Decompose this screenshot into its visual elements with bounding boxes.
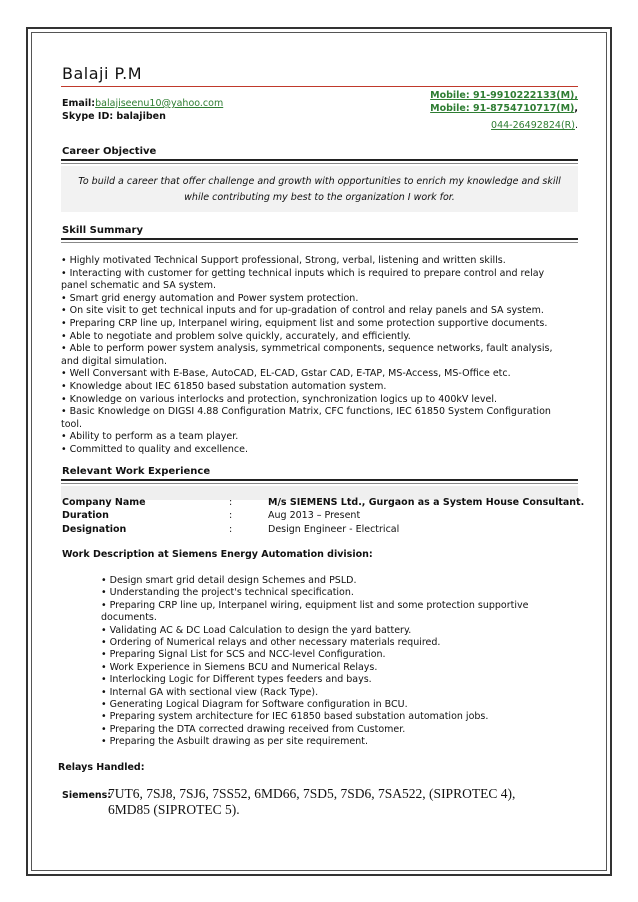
work-item: • Validating AC & DC Load Calculation to design the yard battery.	[101, 624, 412, 636]
section-rule	[61, 479, 578, 481]
work-item: • Understanding the project's technical specification.	[101, 587, 354, 599]
designation-value: Design Engineer - Electrical	[268, 524, 400, 535]
objective-line-2: while contributing my best to the organization I work for.	[184, 192, 455, 203]
skill-item: • Basic Knowledge on DIGSI 4.88 Configuration Matrix, CFC functions, IEC 61850 System Configuration tool.	[61, 406, 551, 430]
email-line	[62, 98, 223, 109]
objective-text	[61, 174, 578, 206]
duration-value: Aug 2013 – Present	[268, 510, 361, 521]
skill-item: • On site visit to get technical inputs and for up-gradation of control and relay panels and SA system.	[61, 305, 544, 317]
skill-item: • Able to perform power system analysis, symmetrical components, sequence networks, fault analysis, and digital simulation.	[61, 343, 553, 367]
email-label: Email:	[62, 98, 96, 109]
skill-list	[61, 255, 561, 457]
work-item: • Generating Logical Diagram for Software configuration in BCU.	[101, 699, 408, 711]
skill-item: • Knowledge on various interlocks and protection, synchronization logics up to 400kV level.	[61, 393, 497, 405]
skill-item: • Smart grid energy automation and Power system protection.	[61, 292, 359, 304]
section-rule-thin	[61, 163, 578, 164]
skill-item: • Knowledge about IEC 61850 based substation automation system.	[61, 380, 387, 392]
objective-line-1: To build a career that offer challenge and growth with opportunities to enrich my knowledge and skill	[78, 176, 561, 187]
work-description-heading: Work Description at Siemens Energy Automation division:	[62, 549, 373, 560]
skill-item: • Ability to perform as a team player.	[61, 431, 239, 443]
skill-item: • Well Conversant with E-Base, AutoCAD, EL-CAD, Gstar CAD, E-TAP, MS-Access, MS-Office etc.	[61, 368, 511, 380]
work-item: • Preparing the Asbuilt drawing as per site requirement.	[101, 736, 368, 748]
designation-label: Designation	[62, 524, 127, 535]
mobile-2[interactable]: Mobile: 91-8754710717(M),	[430, 103, 578, 114]
work-item: • Preparing system architecture for IEC 61850 based substation automation jobs.	[101, 711, 489, 723]
work-item: • Internal GA with sectional view (Rack Type).	[101, 686, 319, 698]
work-experience-heading: Relevant Work Experience	[62, 466, 211, 477]
skill-item: • Highly motivated Technical Support professional, Strong, verbal, listening and written skills.	[61, 255, 506, 266]
company-value: M/s SIEMENS Ltd., Gurgaon as a System House Consultant.	[268, 497, 585, 508]
skill-item: • Able to negotiate and problem solve quickly, accurately, and efficiently.	[61, 330, 411, 342]
duration-label: Duration	[62, 510, 109, 521]
section-rule	[61, 238, 578, 240]
work-item: • Interlocking Logic for Different types feeders and bays.	[101, 674, 372, 686]
relays-line-2: 6MD85 (SIPROTEC 5).	[108, 802, 240, 817]
company-label: Company Name	[62, 497, 146, 508]
email-link[interactable]: balajiseenu10@yahoo.com	[95, 98, 224, 109]
skill-summary-heading: Skill Summary	[62, 225, 143, 236]
work-item: • Preparing the DTA corrected drawing received from Customer.	[101, 723, 406, 735]
name-underline	[61, 86, 578, 87]
work-item: • Preparing Signal List for SCS and NCC-level Configuration.	[101, 649, 386, 661]
section-rule	[61, 159, 578, 161]
work-description-list	[101, 575, 551, 749]
duration-colon: :	[229, 510, 233, 521]
section-rule-thin	[61, 483, 578, 484]
relays-line-1: 7UT6, 7SJ8, 7SJ6, 7SS52, 6MD66, 7SD5, 7SD6, 7SA522, (SIPROTEC 4),	[108, 786, 516, 801]
landline[interactable]: 044-26492824(R).	[491, 120, 578, 131]
work-item: • Ordering of Numerical relays and other necessary materials required.	[101, 637, 441, 649]
mobile-1[interactable]: Mobile: 91-9910222133(M),	[430, 90, 578, 101]
company-colon: :	[229, 497, 233, 508]
work-item: • Work Experience in Siemens BCU and Numerical Relays.	[101, 661, 378, 673]
work-item: • Preparing CRP line up, Interpanel wiring, equipment list and some protection supportive documents.	[101, 599, 529, 624]
designation-colon: :	[229, 524, 233, 535]
skill-item: • Interacting with customer for getting technical inputs which is required to prepare control and relay panel schematic and SA system.	[61, 267, 545, 292]
career-objective-heading: Career Objective	[62, 146, 157, 157]
siemens-label: Siemens:	[62, 790, 112, 801]
skill-item: • Committed to quality and excellence.	[61, 443, 248, 455]
relays-heading: Relays Handled:	[58, 762, 145, 773]
skype-id: Skype ID: balajiben	[62, 111, 166, 122]
skill-item: • Preparing CRP line up, Interpanel wiring, equipment list and some protection supportive documents.	[61, 317, 548, 329]
work-item: • Design smart grid detail design Schemes and PSLD.	[101, 575, 357, 586]
section-rule-thin	[61, 242, 578, 243]
candidate-name: Balaji P.M	[62, 64, 143, 83]
